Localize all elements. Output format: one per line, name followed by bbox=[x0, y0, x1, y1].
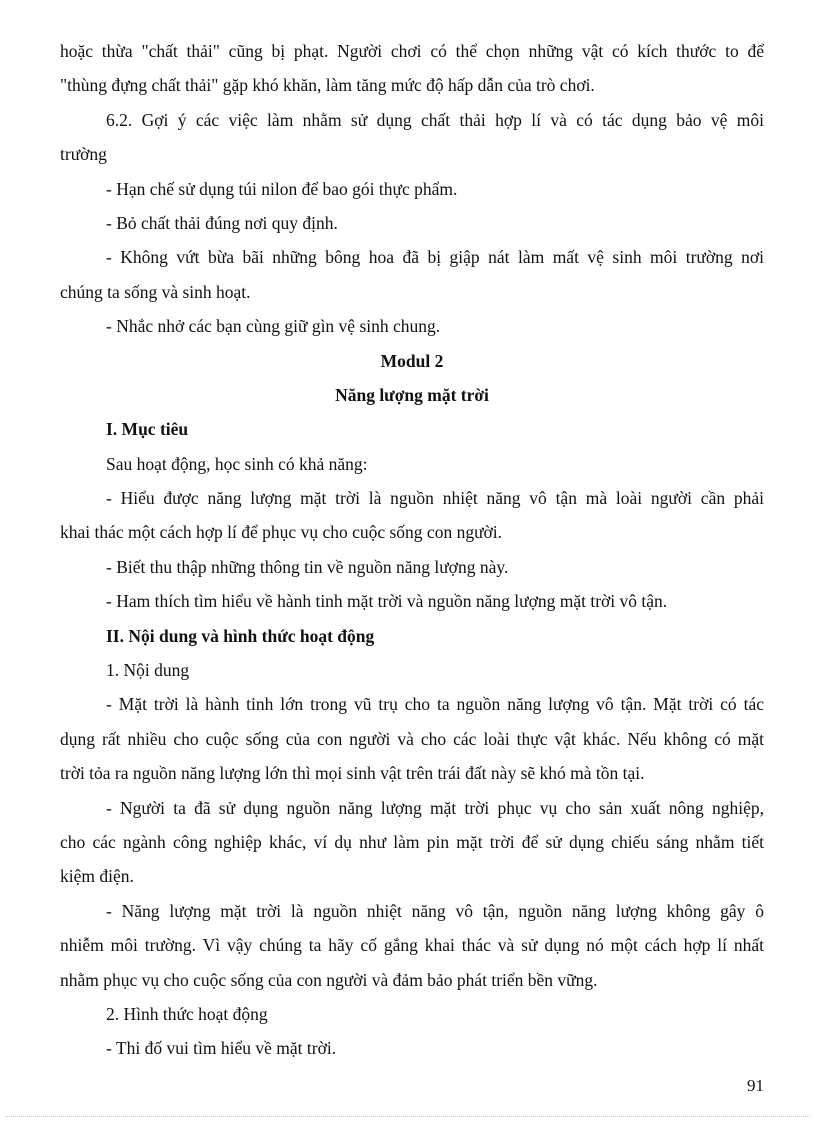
page-number: 91 bbox=[747, 1076, 764, 1095]
page-content bbox=[60, 34, 764, 1066]
text-line: "thùng đựng chất thải" gặp khó khăn, làm tăng mức độ hấp dẫn của trò chơi. bbox=[60, 75, 595, 96]
section-heading-objectives: I. Mục tiêu bbox=[106, 419, 189, 440]
list-item: - Biết thu thập những thông tin về nguồn năng lượng này. bbox=[106, 556, 509, 577]
text-line: Sau hoạt động, học sinh có khả năng: bbox=[106, 453, 368, 474]
page-bottom-border bbox=[6, 1116, 810, 1117]
section-heading-6-2: 6.2. Gợi ý các việc làm nhằm sử dụng chất thải hợp lí và có tác dụng bảo vệ môi bbox=[106, 109, 764, 130]
text-line: cho các ngành công nghiệp khác, ví dụ như làm pin mặt trời để sử dụng chiếu sáng nhằm tiết bbox=[60, 831, 764, 852]
section-heading-content: II. Nội dung và hình thức hoạt động bbox=[106, 625, 375, 646]
text-line: chúng ta sống và sinh hoạt. bbox=[60, 281, 251, 302]
text-line: khai thác một cách hợp lí để phục vụ cho cuộc sống con người. bbox=[60, 522, 503, 543]
list-item: - Hạn chế sử dụng túi nilon để bao gói thực phẩm. bbox=[106, 178, 458, 199]
subheading-content: 1. Nội dung bbox=[106, 660, 190, 681]
list-item: - Bỏ chất thải đúng nơi quy định. bbox=[106, 212, 338, 233]
list-item: - Hiểu được năng lượng mặt trời là nguồn nhiệt năng vô tận mà loài người cần phải bbox=[106, 488, 764, 509]
list-item: - Thi đố vui tìm hiểu về mặt trời. bbox=[106, 1038, 337, 1059]
list-item: - Nhắc nhở các bạn cùng giữ gìn vệ sinh chung. bbox=[106, 316, 441, 337]
module-subtitle: Năng lượng mặt trời bbox=[335, 384, 489, 405]
subheading-activity-form: 2. Hình thức hoạt động bbox=[106, 1003, 268, 1024]
text-line: trường bbox=[60, 144, 107, 165]
text-line: hoặc thừa "chất thải" cũng bị phạt. Người chơi có thể chọn những vật có kích thước to để bbox=[60, 41, 764, 61]
text-line: kiệm điện. bbox=[60, 866, 134, 887]
list-item: - Năng lượng mặt trời là nguồn nhiệt năng vô tận, nguồn năng lượng không gây ô bbox=[106, 900, 764, 921]
list-item: - Mặt trời là hành tinh lớn trong vũ trụ cho ta nguồn năng lượng vô tận. Mặt trời có tác bbox=[106, 694, 764, 715]
text-line: nhằm phục vụ cho cuộc sống của con người và đảm bảo phát triển bền vững. bbox=[60, 969, 598, 990]
list-item: - Không vứt bừa bãi những bông hoa đã bị giập nát làm mất vệ sinh môi trường nơi bbox=[106, 247, 764, 268]
text-line: dụng rất nhiều cho cuộc sống của con người và cho các loài thực vật khác. Nếu không có mặt bbox=[60, 728, 764, 749]
list-item: - Người ta đã sử dụng nguồn năng lượng mặt trời phục vụ cho sản xuất nông nghiệp, bbox=[106, 797, 764, 818]
text-line: nhiễm môi trường. Vì vậy chúng ta hãy cố gắng khai thác và sử dụng nó một cách hợp lí nhất bbox=[60, 935, 764, 956]
text-line: trời tỏa ra nguồn năng lượng lớn thì mọi sinh vật trên trái đất này sẽ khó mà tồn tại. bbox=[60, 763, 645, 784]
list-item: - Ham thích tìm hiểu về hành tinh mặt trời và nguồn năng lượng mặt trời vô tận. bbox=[106, 591, 668, 612]
module-title: Modul 2 bbox=[380, 350, 444, 371]
